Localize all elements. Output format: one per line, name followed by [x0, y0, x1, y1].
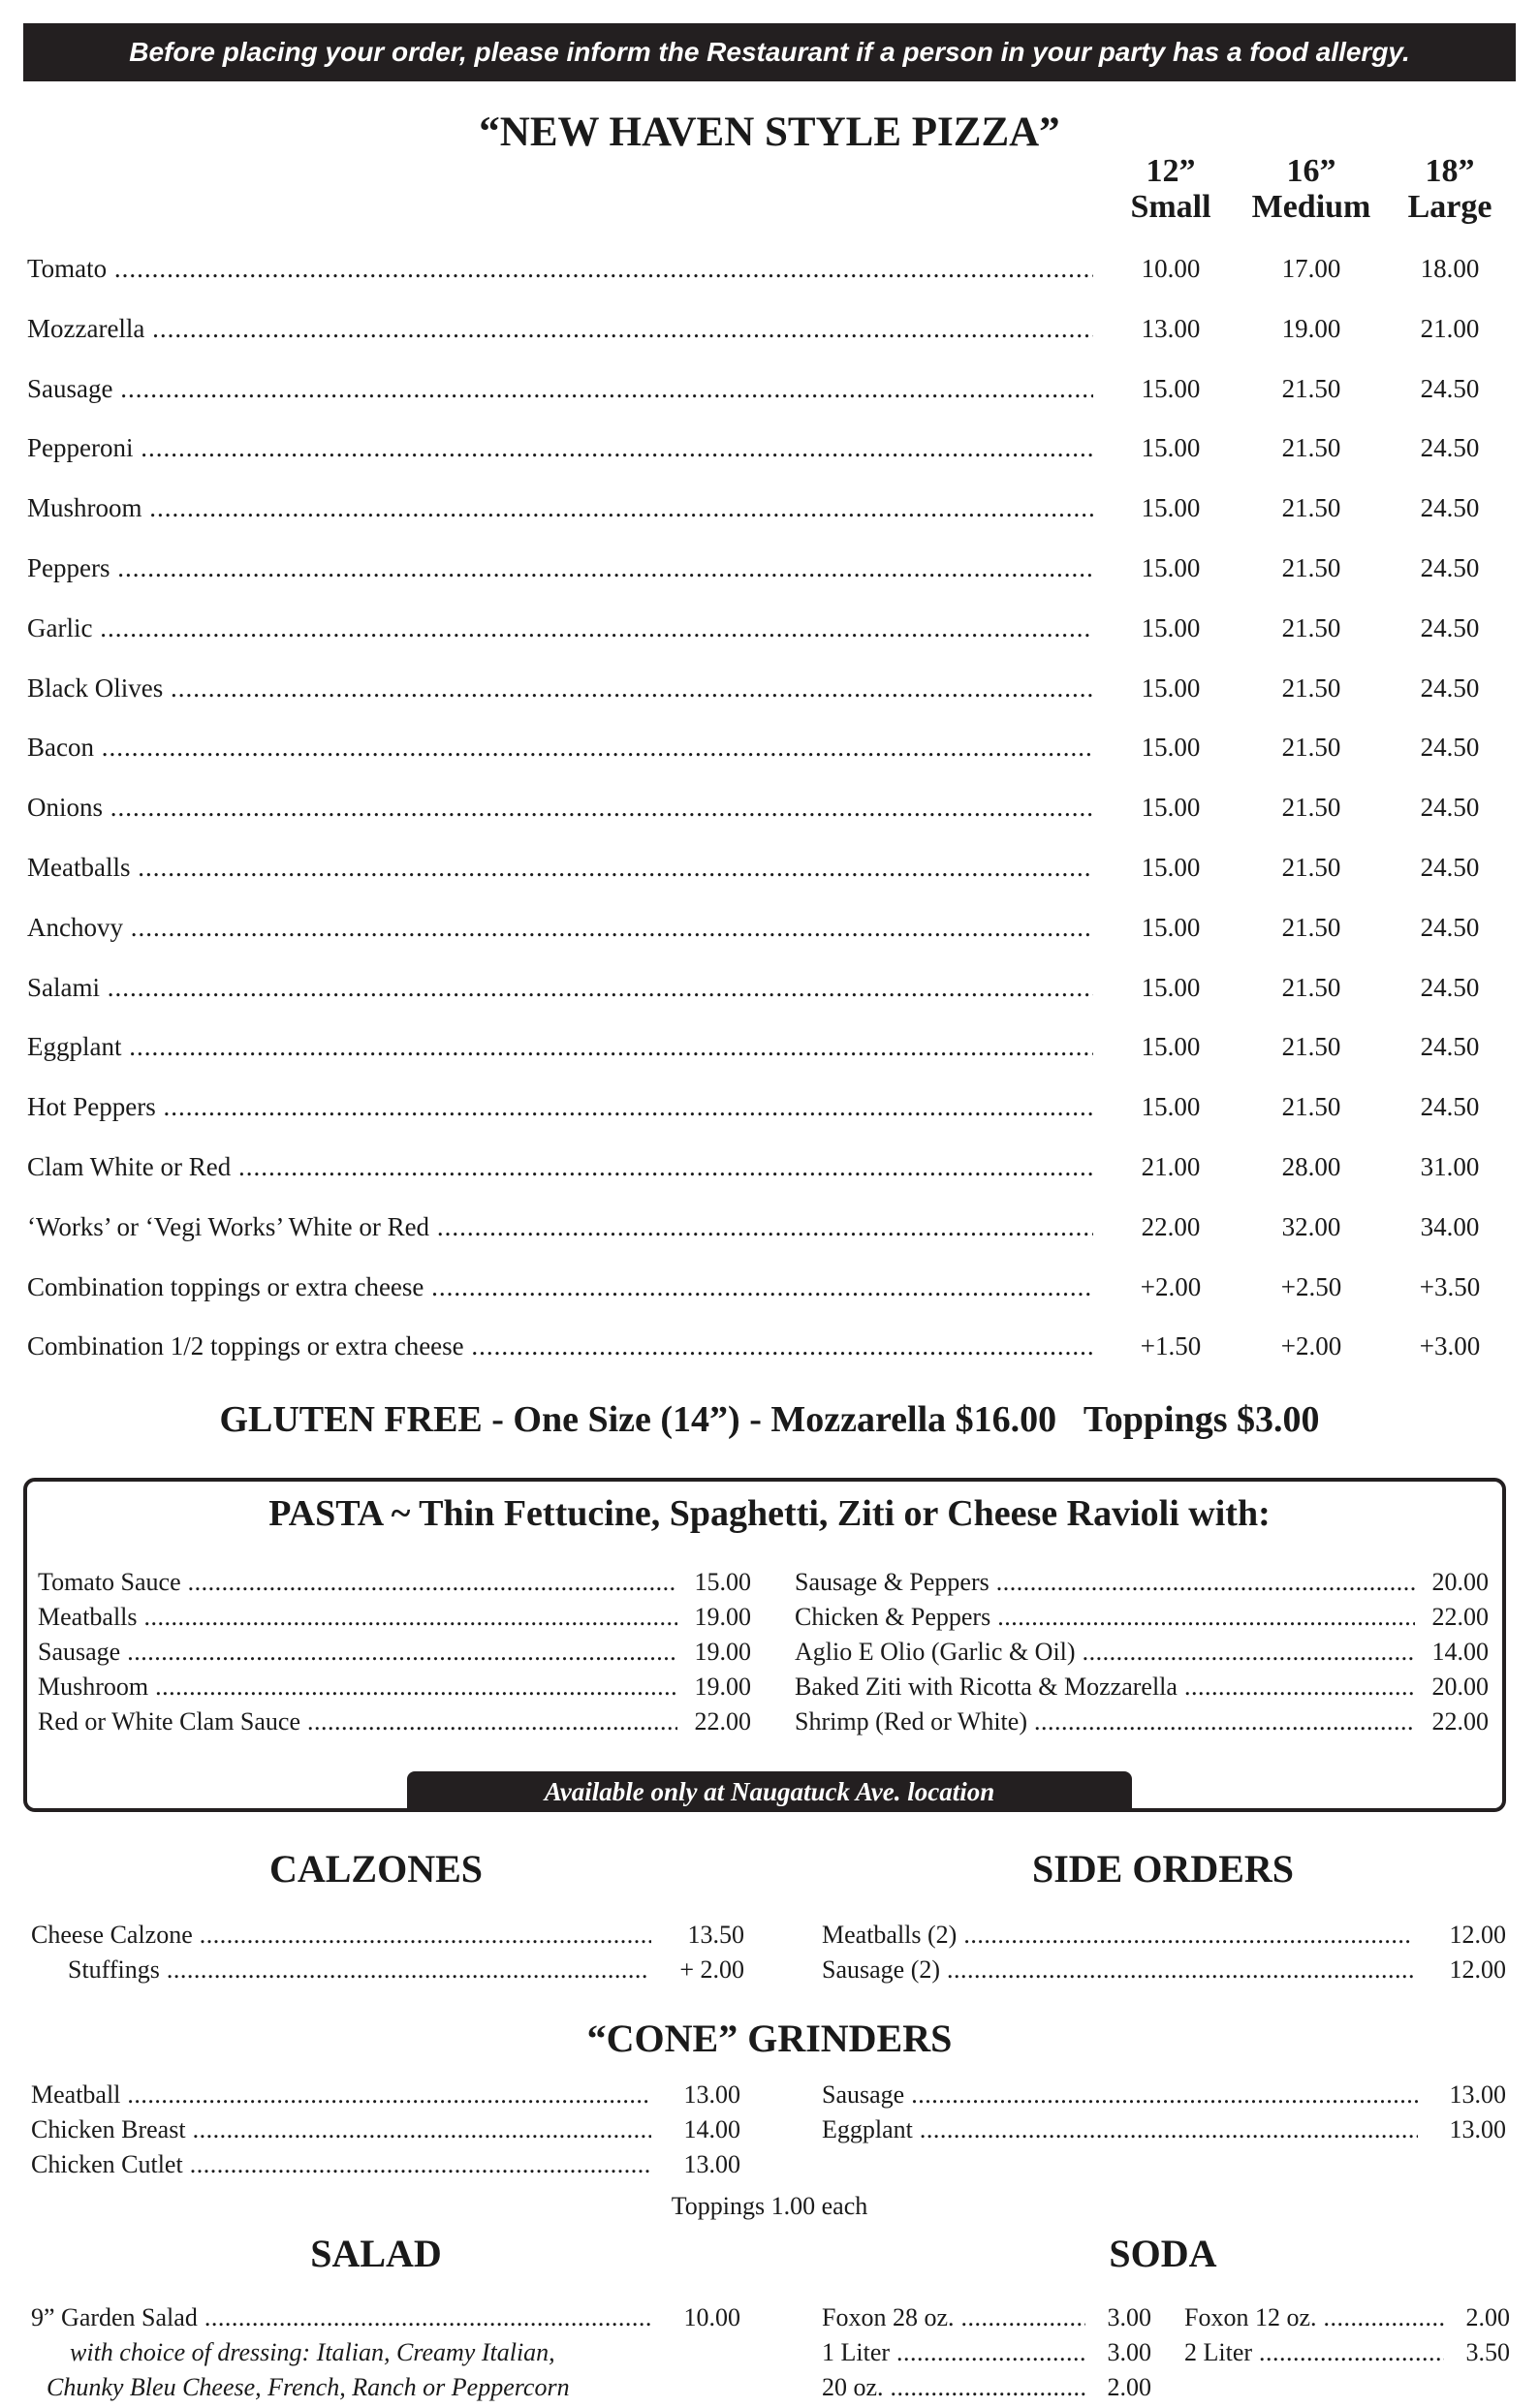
pizza-price-small: 15.00 [1141, 493, 1201, 523]
grinder-item [822, 2115, 1506, 2150]
pizza-price-large: 31.00 [1420, 1152, 1480, 1181]
pizza-price-medium: 21.50 [1281, 1092, 1341, 1122]
pasta-item [795, 1707, 1489, 1742]
item-price: 3.00 [1107, 2303, 1151, 2331]
item-price: 12.00 [1449, 1921, 1506, 1949]
size-header-medium [1243, 153, 1379, 225]
item-price: + 2.00 [679, 1955, 744, 1984]
salad-item [31, 2303, 740, 2338]
pizza-price-medium: 21.50 [1281, 672, 1341, 703]
item-name: 2 Liter ..... [1184, 2338, 1444, 2367]
pizza-price-large: 24.50 [1420, 1092, 1480, 1122]
size-name: Medium [1251, 189, 1371, 225]
pizza-price-medium: 21.50 [1281, 553, 1341, 582]
item-name: Sausage & Peppers ..... [795, 1568, 1415, 1597]
pizza-price-large: 24.50 [1420, 553, 1480, 582]
item-name: Foxon 12 oz. ..... [1184, 2303, 1444, 2332]
size-label: 12” [1146, 153, 1196, 189]
item-price: 2.00 [1465, 2303, 1510, 2331]
pizza-row [27, 433, 1516, 472]
item-name: 20 oz. ..... [822, 2373, 1085, 2402]
size-name: Large [1407, 189, 1492, 225]
pizza-price-small: 15.00 [1141, 733, 1201, 763]
pizza-price-small: +2.00 [1140, 1271, 1202, 1301]
pasta-item [795, 1638, 1489, 1673]
item-price: 19.00 [694, 1638, 751, 1666]
item-price: 20.00 [1431, 1568, 1489, 1596]
pizza-row [27, 853, 1516, 891]
pizza-row [27, 254, 1516, 293]
pizza-price-small: 15.00 [1141, 672, 1201, 703]
pizza-row [27, 1032, 1516, 1071]
pizza-price-medium: 21.50 [1281, 612, 1341, 642]
item-price: 19.00 [694, 1673, 751, 1701]
pizza-price-large: 24.50 [1420, 672, 1480, 703]
soda-item [822, 2303, 1151, 2338]
soda-item [1184, 2338, 1510, 2373]
pizza-price-large: 21.00 [1420, 313, 1480, 343]
item-price: 13.00 [683, 2150, 740, 2178]
pizza-price-medium: +2.50 [1280, 1271, 1342, 1301]
size-header-small [1103, 153, 1239, 225]
side-order-item [822, 1955, 1506, 1990]
pizza-price-small: 15.00 [1141, 553, 1201, 582]
item-name: Sausage ..... [38, 1638, 677, 1667]
pizza-name: Eggplant ..... [27, 1032, 1093, 1062]
pizza-price-medium: 28.00 [1281, 1152, 1341, 1181]
salad-title: SALAD [310, 2232, 442, 2275]
pizza-price-medium: 21.50 [1281, 972, 1341, 1002]
pizza-price-medium: 21.50 [1281, 493, 1341, 523]
pasta-item [38, 1707, 751, 1742]
size-label: 18” [1425, 153, 1475, 189]
item-price: 13.50 [687, 1921, 744, 1949]
pizza-name: Garlic ..... [27, 613, 1093, 643]
pizza-row [27, 1331, 1516, 1370]
pizza-price-small: 15.00 [1141, 853, 1201, 882]
pizza-row [27, 613, 1516, 652]
grinder-item [822, 2080, 1506, 2115]
item-name: Chicken Cutlet ..... [31, 2150, 651, 2179]
item-name: Mushroom ..... [38, 1673, 677, 1702]
pizza-name: Mushroom ..... [27, 493, 1093, 523]
item-name: Meatball ..... [31, 2080, 651, 2110]
item-price: 15.00 [694, 1568, 751, 1596]
pizza-section-title: “NEW HAVEN STYLE PIZZA” [479, 109, 1060, 155]
grinder-item [31, 2150, 740, 2185]
pizza-row [27, 793, 1516, 831]
item-name: 1 Liter ..... [822, 2338, 1085, 2367]
pizza-price-large: 24.50 [1420, 433, 1480, 463]
pasta-title: PASTA ~ Thin Fettucine, Spaghetti, Ziti or Cheese Ravioli with: [268, 1493, 1271, 1534]
pizza-name: Bacon ..... [27, 733, 1093, 763]
pizza-price-large: +3.50 [1419, 1271, 1481, 1301]
grinder-item [31, 2115, 740, 2150]
allergy-notice-banner [23, 23, 1516, 81]
pasta-item [38, 1638, 751, 1673]
pizza-price-large: 24.50 [1420, 493, 1480, 523]
pasta-item [38, 1603, 751, 1638]
item-name: Chicken Breast ..... [31, 2115, 651, 2144]
pizza-price-small: +1.50 [1140, 1331, 1202, 1361]
item-name: Meatballs (2) ..... [822, 1921, 1413, 1950]
pizza-name: Anchovy ..... [27, 913, 1093, 943]
pizza-name: ‘Works’ or ‘Vegi Works’ White or Red ..... [27, 1212, 1093, 1242]
item-price: 14.00 [683, 2115, 740, 2143]
pizza-price-medium: 21.50 [1281, 433, 1341, 463]
pizza-row [27, 973, 1516, 1012]
pizza-name: Mozzarella ..... [27, 314, 1093, 344]
pizza-price-large: 24.50 [1420, 912, 1480, 942]
pizza-row [27, 673, 1516, 712]
pizza-price-small: 15.00 [1141, 1032, 1201, 1062]
availability-text: Available only at Naugatuck Ave. location [544, 1776, 995, 1806]
item-name: Shrimp (Red or White) ..... [795, 1707, 1415, 1736]
side-order-item [822, 1921, 1506, 1955]
pizza-price-small: 15.00 [1141, 793, 1201, 823]
item-name: Meatballs ..... [38, 1603, 677, 1632]
toppings-note: Toppings 1.00 each [671, 2192, 868, 2220]
pizza-row [27, 1272, 1516, 1311]
pizza-price-medium: 32.00 [1281, 1211, 1341, 1241]
pizza-price-large: 24.50 [1420, 612, 1480, 642]
item-name: Sausage ..... [822, 2080, 1418, 2110]
item-price: 3.00 [1107, 2338, 1151, 2366]
pizza-row [27, 553, 1516, 592]
pizza-price-large: 24.50 [1420, 373, 1480, 403]
pizza-name: Combination 1/2 toppings or extra cheese ..... [27, 1331, 1093, 1361]
pizza-price-medium: 21.50 [1281, 912, 1341, 942]
pizza-price-medium: 21.50 [1281, 373, 1341, 403]
pizza-price-large: 24.50 [1420, 793, 1480, 823]
pizza-price-large: +3.00 [1419, 1331, 1481, 1361]
pizza-price-small: 15.00 [1141, 912, 1201, 942]
item-price: 22.00 [1431, 1603, 1489, 1631]
salad-dressing-note: Chunky Bleu Cheese, French, Ranch or Peppercorn [47, 2373, 570, 2401]
calzones-title: CALZONES [268, 1847, 484, 1891]
pasta-item [795, 1603, 1489, 1638]
item-price: 3.50 [1465, 2338, 1510, 2366]
pizza-price-small: 22.00 [1141, 1211, 1201, 1241]
size-header-large [1382, 153, 1518, 225]
pizza-name: Sausage ..... [27, 374, 1093, 404]
pizza-price-medium: +2.00 [1280, 1331, 1342, 1361]
item-name: Stuffings ..... [68, 1955, 649, 1985]
pizza-price-small: 13.00 [1141, 313, 1201, 343]
pizza-price-medium: 19.00 [1281, 313, 1341, 343]
pizza-price-small: 15.00 [1141, 612, 1201, 642]
item-name: Aglio E Olio (Garlic & Oil) ..... [795, 1638, 1415, 1667]
pizza-price-small: 21.00 [1141, 1152, 1201, 1181]
pizza-price-small: 15.00 [1141, 972, 1201, 1002]
salad-dressing-note: with choice of dressing: Italian, Creamy Italian, [70, 2338, 555, 2366]
item-price: 13.00 [1449, 2080, 1506, 2109]
pizza-price-small: 15.00 [1141, 373, 1201, 403]
pizza-row [27, 913, 1516, 952]
item-price: 19.00 [694, 1603, 751, 1631]
soda-title: SODA [1109, 2232, 1217, 2275]
item-name: Tomato Sauce ..... [38, 1568, 677, 1597]
item-name: Baked Ziti with Ricotta & Mozzarella ..... [795, 1673, 1415, 1702]
calzone-item [68, 1955, 744, 1990]
side-orders-title: SIDE ORDERS [1031, 1847, 1295, 1891]
pizza-price-large: 24.50 [1420, 853, 1480, 882]
item-price: 20.00 [1431, 1673, 1489, 1701]
item-name: Chicken & Peppers ..... [795, 1603, 1415, 1632]
item-name: Eggplant ..... [822, 2115, 1418, 2144]
pizza-price-large: 24.50 [1420, 1032, 1480, 1062]
pizza-price-large: 18.00 [1420, 254, 1480, 283]
pasta-item [38, 1673, 751, 1707]
pizza-price-medium: 21.50 [1281, 733, 1341, 763]
item-name: 9” Garden Salad ..... [31, 2303, 651, 2332]
item-price: 13.00 [683, 2080, 740, 2109]
item-price: 10.00 [683, 2303, 740, 2331]
pizza-name: Combination toppings or extra cheese ..... [27, 1272, 1093, 1302]
pizza-name: Peppers ..... [27, 553, 1093, 583]
soda-item [822, 2338, 1151, 2373]
pizza-price-medium: 17.00 [1281, 254, 1341, 283]
item-price: 2.00 [1107, 2373, 1151, 2401]
size-label: 16” [1286, 153, 1336, 189]
pizza-row [27, 1092, 1516, 1131]
pizza-price-large: 34.00 [1420, 1211, 1480, 1241]
gluten-free-line: GLUTEN FREE - One Size (14”) - Mozzarella $16.00 Toppings $3.00 [219, 1399, 1320, 1440]
pizza-row [27, 733, 1516, 771]
pizza-price-small: 15.00 [1141, 1092, 1201, 1122]
pasta-item [38, 1568, 751, 1603]
calzone-item [31, 1921, 744, 1955]
pizza-price-medium: 21.50 [1281, 853, 1341, 882]
grinders-title: “CONE” GRINDERS [586, 2017, 953, 2060]
item-price: 12.00 [1449, 1955, 1506, 1984]
item-name: Cheese Calzone ..... [31, 1921, 651, 1950]
pizza-name: Onions ..... [27, 793, 1093, 823]
pizza-name: Clam White or Red ..... [27, 1152, 1093, 1182]
pizza-row [27, 314, 1516, 353]
pizza-price-large: 24.50 [1420, 972, 1480, 1002]
item-price: 22.00 [694, 1707, 751, 1736]
pizza-row [27, 493, 1516, 532]
item-name: Red or White Clam Sauce ..... [38, 1707, 677, 1736]
pizza-name: Hot Peppers ..... [27, 1092, 1093, 1122]
pizza-price-small: 15.00 [1141, 433, 1201, 463]
pizza-name: Black Olives ..... [27, 673, 1093, 704]
soda-item [1184, 2303, 1510, 2338]
pizza-name: Tomato ..... [27, 254, 1093, 284]
pizza-row [27, 1152, 1516, 1191]
grinder-item [31, 2080, 740, 2115]
pizza-row [27, 374, 1516, 413]
pizza-name: Meatballs ..... [27, 853, 1093, 883]
pizza-price-small: 10.00 [1141, 254, 1201, 283]
pizza-price-large: 24.50 [1420, 733, 1480, 763]
item-price: 13.00 [1449, 2115, 1506, 2143]
soda-item [822, 2373, 1151, 2408]
allergy-notice-text: Before placing your order, please inform the Restaurant if a person in your party has a food allergy. [129, 37, 1410, 67]
pizza-price-medium: 21.50 [1281, 793, 1341, 823]
pasta-item [795, 1568, 1489, 1603]
pasta-item [795, 1673, 1489, 1707]
pizza-price-medium: 21.50 [1281, 1032, 1341, 1062]
item-name: Foxon 28 oz. ..... [822, 2303, 1085, 2332]
pizza-row [27, 1212, 1516, 1251]
availability-banner [407, 1771, 1132, 1812]
item-name: Sausage (2) ..... [822, 1955, 1413, 1985]
item-price: 14.00 [1431, 1638, 1489, 1666]
pizza-name: Salami ..... [27, 973, 1093, 1003]
item-price: 22.00 [1431, 1707, 1489, 1736]
size-name: Small [1130, 189, 1211, 225]
pizza-name: Pepperoni ..... [27, 433, 1093, 463]
